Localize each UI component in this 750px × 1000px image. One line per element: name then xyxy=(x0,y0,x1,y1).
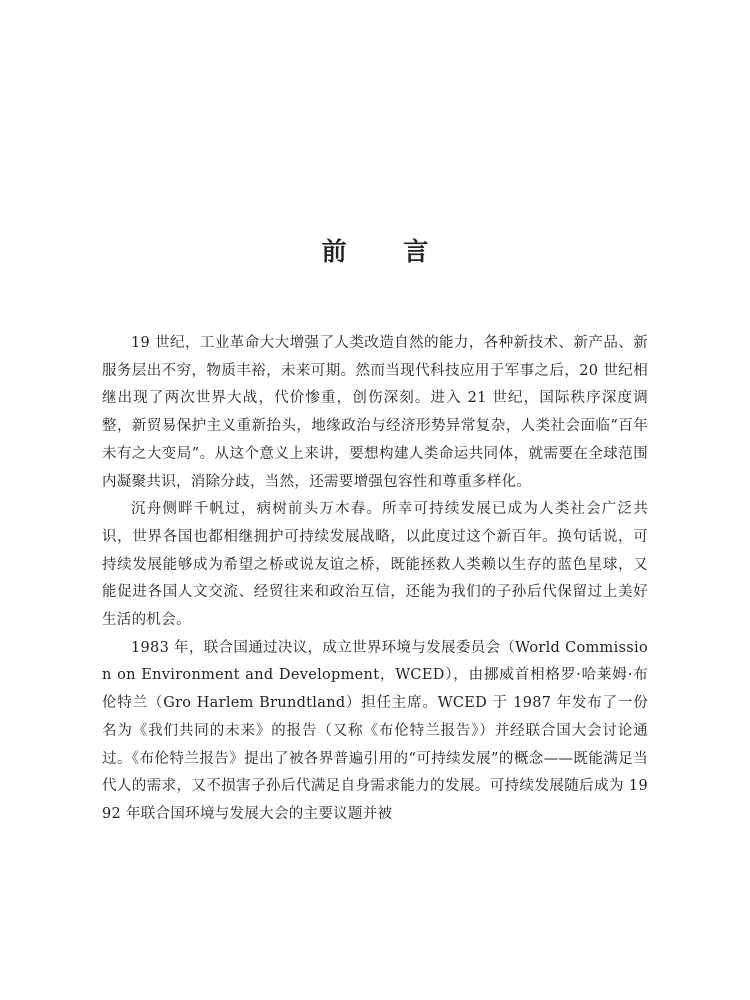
page-title: 前 言 xyxy=(321,237,453,266)
body-text xyxy=(102,330,648,829)
paragraph-3: 1983 年，联合国通过决议，成立世界环境与发展委员会（World Commission on Environment and Development，WCED），由挪威首相格罗·哈莱姆·布伦特兰（Gro Harlem Brundtland）担任主席。WCED 于 1987 年发布了一份名为《我们共同的未来》的报告（又称《布伦特兰报告》）并经联合国大会讨论通过。《布伦特兰报告》提出了被各界普遍引用的“可持续发展”的概念——既能满足当代人的需求，又不损害子孙后代满足自身需求能力的发展。可持续发展随后成为 1992 年联合国环境与发展大会的主要议题并被 xyxy=(102,639,648,822)
paragraph-2: 沉舟侧畔千帆过，病树前头万木春。所幸可持续发展已成为人类社会广泛共识，世界各国也都相继拥护可持续发展战略，以此度过这个新百年。换句话说，可持续发展能够成为希望之桥或说友谊之桥，既能拯救人类赖以生存的蓝色星球，又能促进各国人文交流、经贸往来和政治互信，还能为我们的子孙后代保留过上美好生活的机会。 xyxy=(102,501,648,629)
paragraph-1: 19 世纪，工业革命大大增强了人类改造自然的能力，各种新技术、新产品、新服务层出不穷，物质丰裕，未来可期。然而当现代科技应用于军事之后，20 世纪相继出现了两次世界大战，代价惨重，创伤深刻。进入 21 世纪，国际秩序深度调整，新贸易保护主义重新抬头，地缘政治与经济形势异常复杂，人类社会面临“百年未有之大变局”。从这个意义上来讲，要想构建人类命运共同体，就需要在全球范围内凝聚共识，消除分歧，当然，还需要增强包容性和尊重多样化。 xyxy=(102,335,648,490)
